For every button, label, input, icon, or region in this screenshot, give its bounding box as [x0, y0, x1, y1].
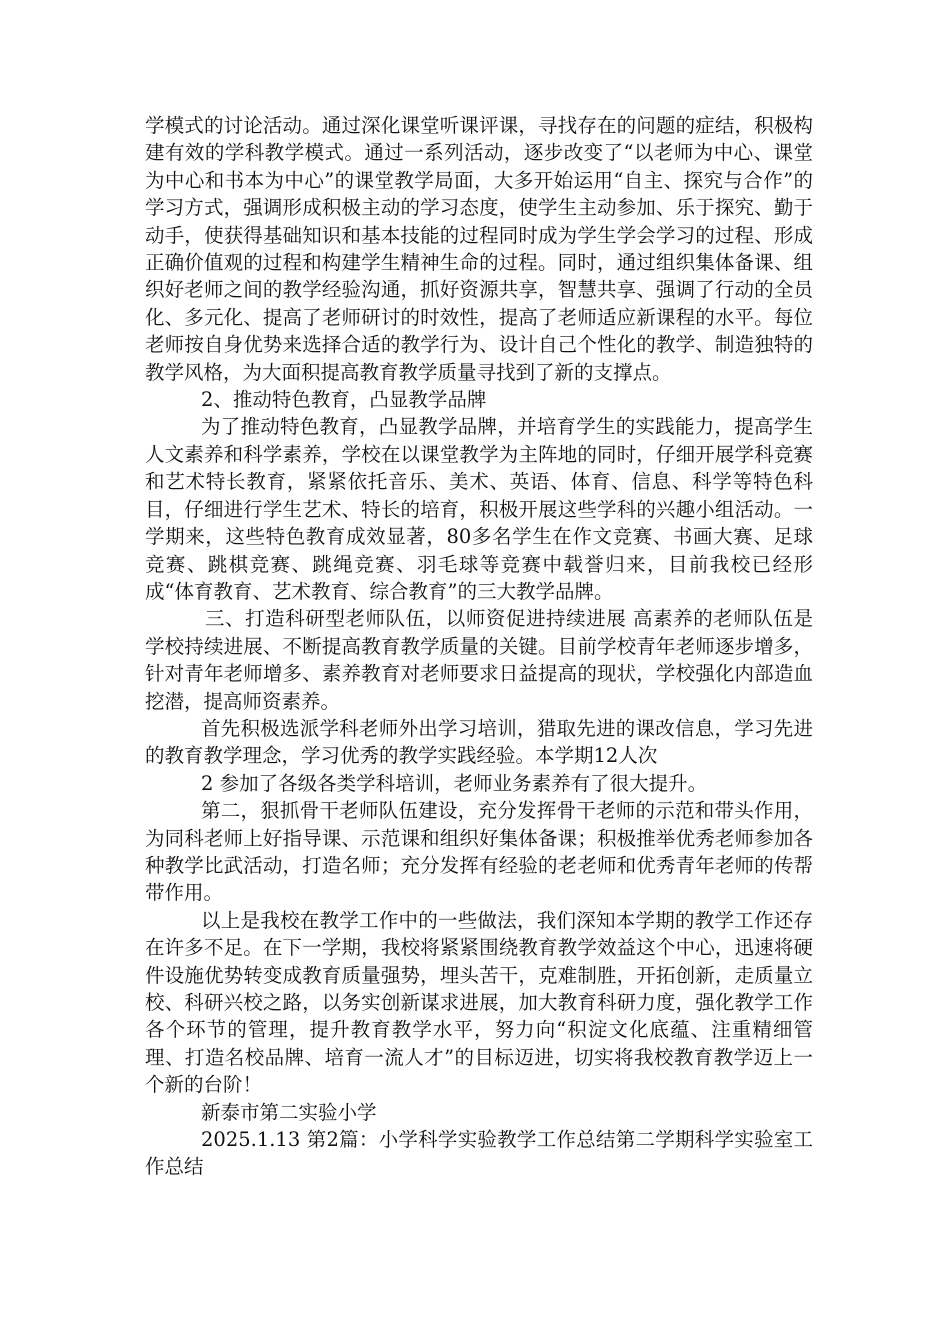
- paragraph-conclusion: 以上是我校在教学工作中的一些做法，我们深知本学期的教学工作还存在许多不足。在下一学期，我校将紧紧围绕教育教学效益这个中心，迅速将硬件设施优势转变成教育质量强势，埋头苦干，克难制胜，开拓创新，走质量立校、科研兴校之路，以务实创新谋求进展，加大教育科研力度，强化教学工作各个环节的管理，提升教育教学水平，努力向“积淀文化底蕴、注重精细管理、打造名校品牌、培育一流人才”的目标迈进，切实将我校教育教学迈上一个新的台阶！: [145, 908, 813, 1097]
- date-and-next-article-title: 2025.1.13 第2篇：小学科学实验教学工作总结第二学期科学实验室工作总结: [145, 1128, 813, 1179]
- heading-special-education: 2、推动特色教育，凸显教学品牌: [201, 388, 487, 412]
- paragraph-teaching-mode: 学模式的讨论活动。通过深化课堂听课评课，寻找存在的问题的症结，积极构建有效的学科教学模式。通过一系列活动，逐步改变了“以老师为中心、课堂为中心和书本为中心”的课堂教学局面，大多开始运用“自主、探究与合作”的学习方式，强调形成积极主动的学习态度，使学生主动参加、乐于探究、勤于动手，使获得基础知识和基本技能的过程同时成为学生学会学习的过程、形成正确价值观的过程和构建学生精神生命的过程。同时，通过组织集体备课、组织好老师之间的教学经验沟通，抓好资源共享，智慧共享、强调了行动的全员化、多元化、提高了老师研讨的时效性，提高了老师适应新课程的水平。每位老师按自身优势来选择合适的教学行为、设计自己个性化的教学、制造独特的教学风格，为大面积提高教育教学质量寻找到了新的支撑点。: [145, 114, 813, 384]
- document-page: [145, 112, 813, 1181]
- paragraph-special-education: 为了推动特色教育，凸显教学品牌，并培育学生的实践能力，提高学生人文素养和科学素养，学校在以课堂教学为主阵地的同时，仔细开展学科竞赛和艺术特长教育，紧紧依托音乐、美术、英语、体育、信息、科学等特色科目，仔细进行学生艺术、特长的培育，积极开展这些学科的兴趣小组活动。一学期来，这些特色教育成效显著，80多名学生在作文竞赛、书画大赛、足球竞赛、跳棋竞赛、跳绳竞赛、羽毛球等竞赛中载誉归来，目前我校已经形成“体育教育、艺术教育、综合教育”的三大教学品牌。: [145, 415, 813, 603]
- paragraph-backbone-teachers: 第二，狠抓骨干老师队伍建设，充分发挥骨干老师的示范和带头作用，为同科老师上好指导课、示范课和组织好集体备课；积极推举优秀老师参加各种教学比武活动，打造名师；充分发挥有经验的老老师和优秀青年老师的传帮带作用。: [145, 799, 813, 905]
- paragraph-training: 首先积极选派学科老师外出学习培训，猎取先进的课改信息，学习先进的教育教学理念，学习优秀的教学实践经验。本学期12人次: [145, 716, 813, 768]
- paragraph-teacher-team: 三、打造科研型老师队伍，以师资促进持续进展 高素养的老师队伍是学校持续进展、不断提高教育教学质量的关键。目前学校青年老师逐步增多，针对青年老师增多、素养教育对老师要求日益提高的现状，学校强化内部造血挖潜，提高师资素养。: [145, 607, 813, 713]
- paragraph-training-continued: 2 参加了各级各类学科培训，老师业务素养有了很大提升。: [201, 771, 708, 795]
- school-signature: 新泰市第二实验小学: [201, 1100, 377, 1124]
